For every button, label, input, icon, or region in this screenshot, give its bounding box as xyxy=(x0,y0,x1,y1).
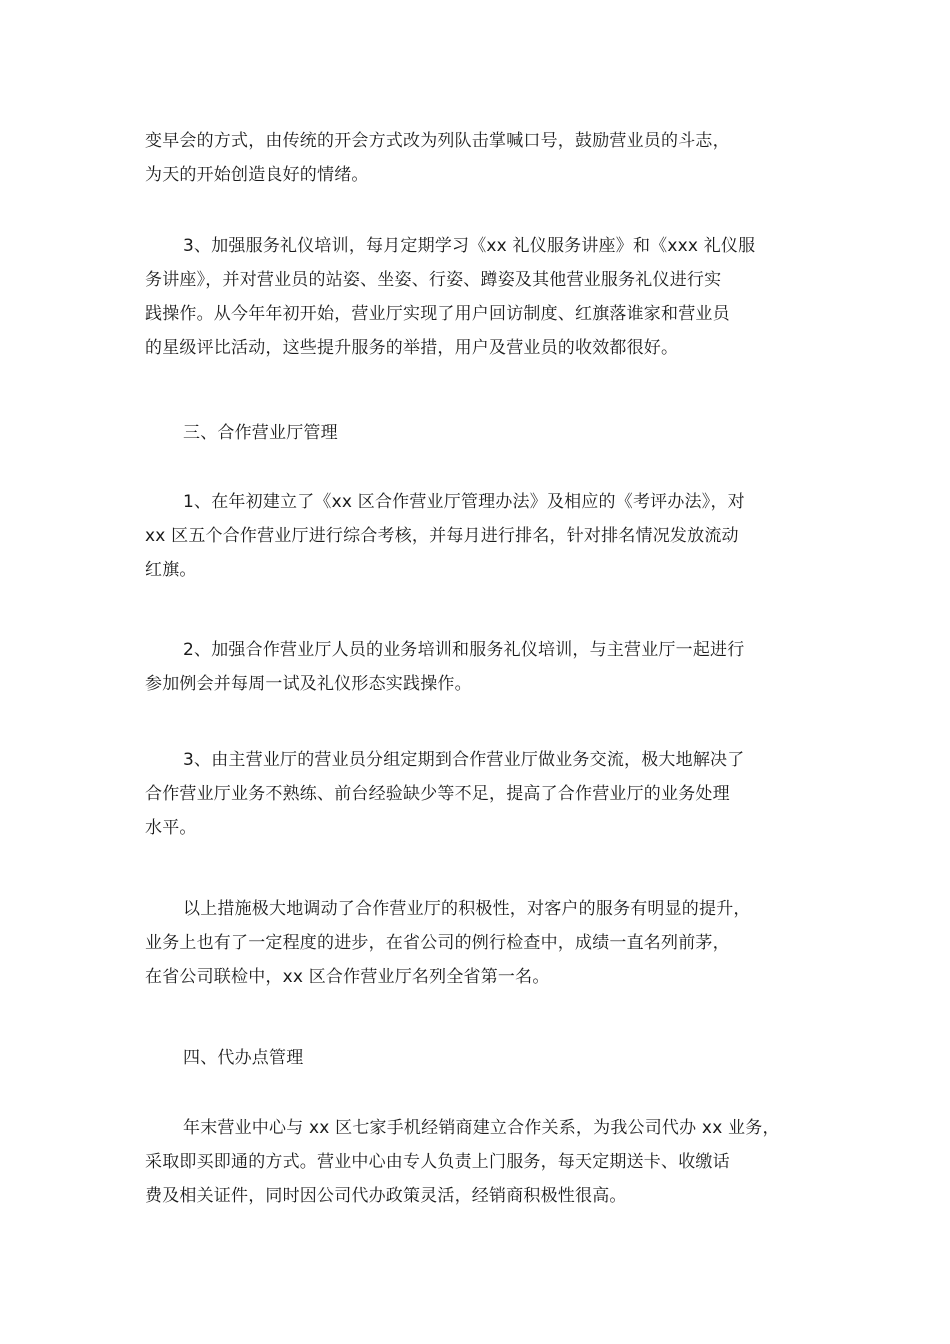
paragraph-etiquette-training xyxy=(145,229,825,365)
text-line: 3、加强服务礼仪培训，每月定期学习《xx 礼仪服务讲座》和《xxx 礼仪服 xyxy=(183,236,756,256)
heading-line: 三、合作营业厅管理 xyxy=(183,423,338,443)
text-line: 践操作。从今年年初开始，营业厅实现了用户回访制度、红旗落谁家和营业员 xyxy=(145,304,730,324)
text-line: 业务上也有了一定程度的进步，在省公司的例行检查中，成绩一直名列前茅， xyxy=(145,933,730,953)
text-line: 采取即买即通的方式。营业中心由专人负责上门服务，每天定期送卡、收缴话 xyxy=(145,1152,730,1172)
heading-line: 四、代办点管理 xyxy=(183,1048,304,1068)
text-line: 的星级评比活动，这些提升服务的举措，用户及营业员的收效都很好。 xyxy=(145,338,679,358)
text-line: 年末营业中心与 xx 区七家手机经销商建立合作关系，为我公司代办 xx 业务， xyxy=(183,1118,780,1138)
text-line: 变早会的方式，由传统的开会方式改为列队击掌喊口号，鼓励营业员的斗志， xyxy=(145,131,730,151)
paragraph-cooperative-assessment xyxy=(145,485,825,587)
text-line: 以上措施极大地调动了合作营业厅的积极性，对客户的服务有明显的提升， xyxy=(183,899,751,919)
text-line: 在省公司联检中，xx 区合作营业厅名列全省第一名。 xyxy=(145,967,550,987)
text-line: 参加例会并每周一试及礼仪形态实践操作。 xyxy=(145,674,472,694)
text-line: 务讲座》，并对营业员的站姿、坐姿、行姿、蹲姿及其他营业服务礼仪进行实 xyxy=(145,270,722,290)
text-line: 3、由主营业厅的营业员分组定期到合作营业厅做业务交流，极大地解决了 xyxy=(183,750,745,770)
paragraph-cooperative-training xyxy=(145,633,825,701)
paragraph-morning-meeting xyxy=(145,124,825,192)
text-line: 红旗。 xyxy=(145,560,197,580)
text-line: 1、在年初建立了《xx 区合作营业厅管理办法》及相应的《考评办法》，对 xyxy=(183,492,745,512)
text-line: 合作营业厅业务不熟练、前台经验缺少等不足，提高了合作营业厅的业务处理 xyxy=(145,784,730,804)
text-line: 水平。 xyxy=(145,818,197,838)
section-heading-agent-points xyxy=(145,1041,825,1075)
paragraph-business-exchange xyxy=(145,743,825,845)
paragraph-results-summary xyxy=(145,892,825,994)
text-line: 2、加强合作营业厅人员的业务培训和服务礼仪培训，与主营业厅一起进行 xyxy=(183,640,745,660)
text-line: xx 区五个合作营业厅进行综合考核，并每月进行排名，针对排名情况发放流动 xyxy=(145,526,739,546)
text-line: 费及相关证件，同时因公司代办政策灵活，经销商积极性很高。 xyxy=(145,1186,627,1206)
section-heading-cooperative-halls xyxy=(145,416,825,450)
paragraph-agent-cooperation xyxy=(145,1111,825,1213)
text-line: 为天的开始创造良好的情绪。 xyxy=(145,165,369,185)
